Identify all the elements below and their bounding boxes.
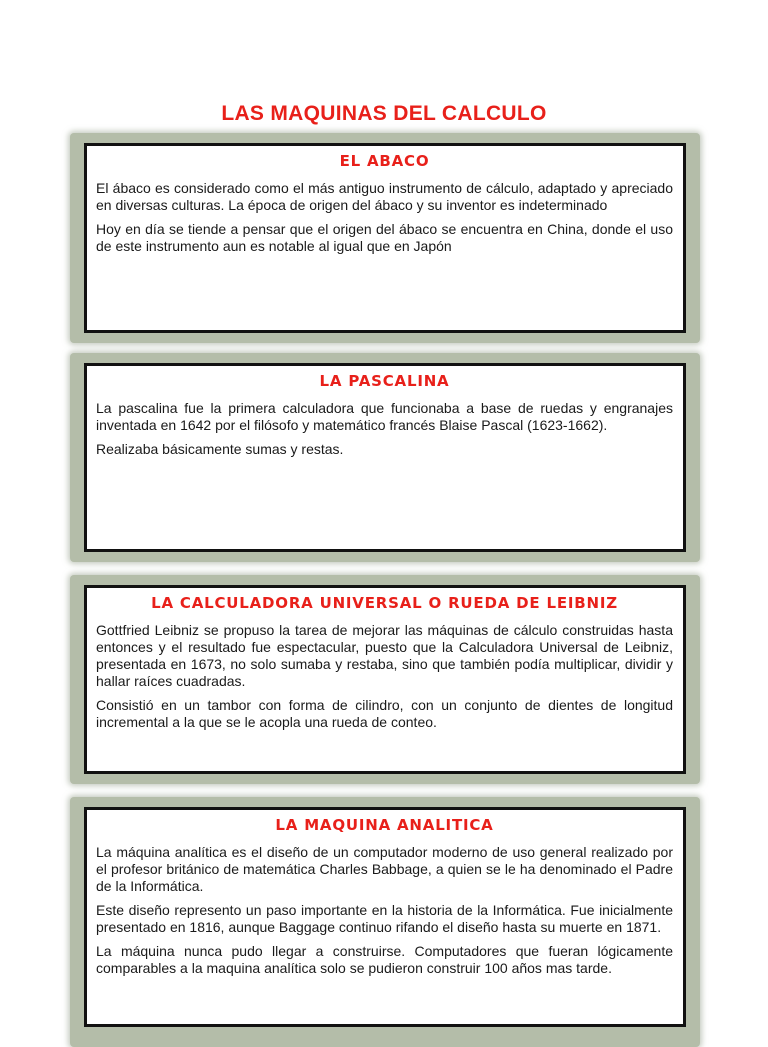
section-paragraph: Gottfried Leibniz se propuso la tarea de mejorar las máquinas de cálculo construidas hasta entonces y el resultado fue espectacular, puesto que la Calculadora Universal de Leibniz, presentada en 1673, no solo sumaba y restaba, sino que también podía multiplicar, dividir y hallar raíces cuadradas. — [96, 622, 673, 689]
section-frame-pascalina — [70, 353, 700, 562]
section-frame-maquina-analitica — [70, 797, 700, 1047]
section-paragraph: El ábaco es considerado como el más antiguo instrumento de cálculo, adaptado y apreciado en diversas culturas. La época de origen del ábaco y su inventor es indeterminado — [96, 180, 673, 213]
section-heading: LA PASCALINA — [319, 372, 450, 390]
section-paragraph: Realizaba básicamente sumas y restas. — [96, 441, 344, 457]
section-box-leibniz — [84, 585, 686, 774]
section-paragraph: Este diseño represento un paso importante en la historia de la Informática. Fue inicialmente presentado en 1816, aunque Baggage continuo rifando el diseño hasta su muerte en 1871. — [96, 902, 673, 935]
section-heading: EL ABACO — [339, 152, 430, 170]
section-box-maquina-analitica — [84, 807, 686, 1027]
section-frame-leibniz — [70, 575, 700, 784]
section-paragraph: La pascalina fue la primera calculadora que funcionaba a base de ruedas y engranajes inventada en 1642 por el filósofo y matemático francés Blaise Pascal (1623-1662). — [96, 400, 673, 433]
section-paragraph: Consistió en un tambor con forma de cilindro, con un conjunto de dientes de longitud incremental a la que se le acopla una rueda de conteo. — [96, 697, 673, 730]
section-box-pascalina — [84, 363, 686, 552]
section-heading: LA MAQUINA ANALITICA — [275, 816, 494, 834]
section-frame-abaco — [70, 133, 700, 343]
section-paragraph: La máquina analítica es el diseño de un computador moderno de uso general realizado por el profesor británico de matemática Charles Babbage, a quien se le ha denominado el Padre de la Informática. — [96, 844, 673, 894]
section-heading: LA CALCULADORA UNIVERSAL O RUEDA DE LEIBNIZ — [151, 594, 618, 612]
section-box-abaco — [84, 143, 686, 333]
section-paragraph: Hoy en día se tiende a pensar que el origen del ábaco se encuentra en China, donde el uso de este instrumento aun es notable al igual que en Japón — [96, 221, 673, 254]
page-title: LAS MAQUINAS DEL CALCULO — [221, 102, 547, 126]
section-paragraph: La máquina nunca pudo llegar a construirse. Computadores que fueran lógicamente comparables a la maquina analítica solo se pudieron construir 100 años mas tarde. — [96, 943, 673, 976]
